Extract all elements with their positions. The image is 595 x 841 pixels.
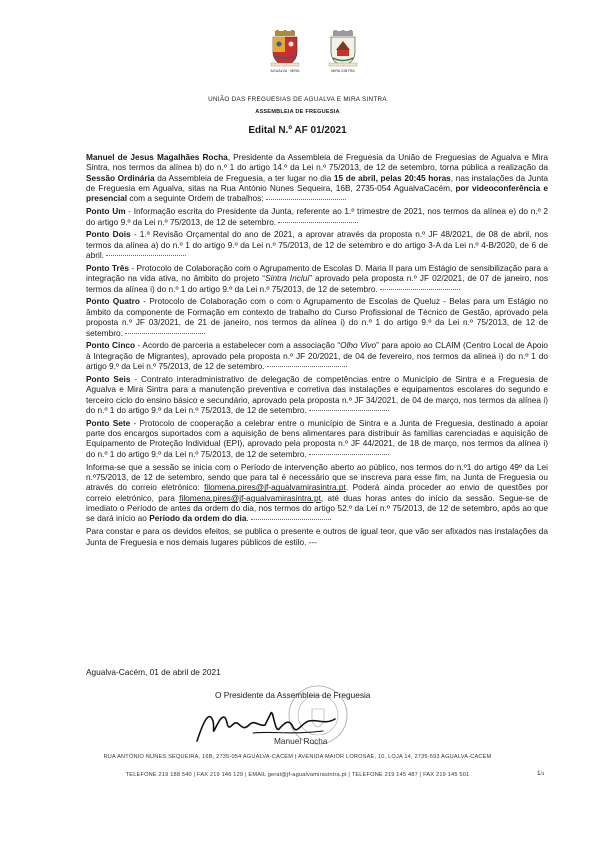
agenda-item-text-end: ” para apoio ao CLAIM (Centro Local de Apoio à Integração de Migrantes), aprovado pela proposta n.º JF 20/2021, de 04 de fevereiro, nos termos da alínea i) do n.º 1 do artigo 9.º da Lei n.º 75/2013, de 12 de setembro. [86,340,549,372]
footer-contacts: TELEFONE 219 188 540 | FAX 219 146 129 | EMAIL geral@jf-agualvamirasintra.pt | TELEFONE 219 145 487 | FAX 219 145 501 [125,772,470,778]
footer-addresses: RUA ANTÓNIO NUNES SEQUEIRA, 16B, 2735-054 AGUALVA-CACÉM | AVENIDA MAIOR LOROSAE, 10, LOJA 14, 2735-593 AGUALVA-CACÉM [103,754,492,760]
document-body [86,152,548,547]
page-total: /1 [540,771,545,776]
agualva-crest-icon [269,30,301,68]
crest-mira-sintra [326,30,360,73]
info-text-1: Informa-se que a sessão se inicia com o Período de intervenção aberto ao público, nos termos do n.º1 do artigo 49º da Lei n.º75/2013, de 12 de setembro, sendo que para tal é necessário que se inscreva para esse fim, na Junta de Freguesia ou através do correio eletrónico: [86,461,548,493]
filler-dash [309,410,389,411]
session-datetime: 15 de abril, pelas 20:45 horas [333,172,451,183]
agenda-item-1 [86,206,548,227]
agenda-item-5 [86,340,548,371]
agenda-item-2 [86,229,548,260]
signatory-title: O Presidente da Assembleia de Freguesia [215,690,371,700]
president-name: Manuel de Jesus Magalhães Rocha [86,152,228,162]
agenda-item-text: - Protocolo de cooperação a celebrar entre o município de Sintra e a Junta de Freguesia, destinado a apoiar parte dos encargos suportados com a aquisição de bens alimentares para distribuir às famílias carenciadas e aquisição de Equipamento de Proteção Individual (EPI), aprovado pela proposta n.º JF 44/2021, de 18 de março, nos termos da alínea i) do n.º 1 do artigo 9.º da Lei n.º 75/2013, de 12 de setembro. [86,417,548,459]
session-mode: por videoconferência e presencial [86,183,548,204]
agenda-item-6 [86,374,548,415]
agenda-item-label: Ponto Cinco [86,340,136,351]
crest-agualva [268,30,302,73]
filler-dash [106,255,186,256]
filler-dash [267,366,347,367]
email-link-2[interactable]: filomena.pires@jf-agualvamirasintra.pt [179,492,321,503]
intro-text-2: da Assembleia de Freguesia, a ter lugar no dia [154,172,334,183]
info-text-2: . Poderá ainda proceder ao envio de questões por correio eletrónico, para [86,482,548,503]
agenda-item-7 [86,418,548,459]
info-text-3: , até duas horas antes do início da sessão. Segue-se de imediato o Período de antes da ordem do dia, nos termos do artigo 52.º da Lei n.º 75/2013, de 12 de setembro, após ao que se dará início ao [86,492,548,524]
intro-text-1: , Presidente da Assembleia de Freguesia da União de Freguesias de Agualva e Mira Sintra, nos termos da alínea b) do n.º 1 do artigo 14.º da Lei n.º 75/2013, de 12 de setembro, torna pública a realização da [86,152,548,173]
organization-name: UNIÃO DAS FREGUESIAS DE AGUALVA E MIRA SINTRA [208,96,387,103]
filler-dash [309,454,389,455]
agenda-item-3 [86,263,548,294]
agenda-item-text: - Protocolo de Colaboração com o com o Agrupamento de Escolas de Queluz - Belas para um Estágio no âmbito da componente de Formação em contexto de trabalho do Curso Profissional de Técnico de Gestão, aprovado pela proposta n.º JF 03/2021, de 21 de janeiro, nos termos da alínea i) do n.º 1 do artigo 9.º da Lei n.º 75/2013, de 12 de setembro. [86,296,548,338]
agenda-item-text: - Acordo de parceria a estabelecer com a associação “ [135,340,341,351]
intro-paragraph [86,152,548,204]
public-intervention-info [86,462,548,524]
agenda-item-text: - Contrato interadministrativo de delegação de competências entre o Município de Sintra e a Freguesia de Agualva e Mira Sintra para a manutenção preventiva e corretiva das instalações e equipamentos escolares do segundo e terceiro ciclo do ensino básico e secundário, aprovado pela proposta n.º JF 34/2021, de 04 de março, nos termos da alínea i) do n.º 1 do artigo 9.º da Lei n.º 75/2013, de 12 de setembro. [86,373,548,415]
crest-left-label: AGUALVA · MIRA [270,69,300,73]
assembly-name: ASSEMBLEIA DE FREGUESIA [255,109,340,115]
header-crests [268,30,360,73]
filler-dash [380,289,460,290]
agenda-item-emphasis: Olho Vivo [340,340,377,351]
intro-text-3: , nas instalações da Junta de Freguesia em Agualva, sitas na Rua António Nunes Sequeira, 16B, 2735-054 AgualvaCacém, [86,172,548,194]
agenda-item-4 [86,296,548,337]
page-current: 1 [537,770,541,777]
agenda-item-label: Ponto Sete [86,417,131,428]
document-title: Edital N.º AF 01/2021 [248,125,347,136]
mira-sintra-crest-icon [327,30,359,68]
signatory-name: Manuel Rocha [274,736,328,746]
agenda-item-emphasis: Sintra Inclui [265,273,310,284]
agenda-item-text: - 1.ª Revisão Orçamental do ano de 2021, a aprovar através da proposta n.º JF 48/2021, de 08 de abril, nos termos da alínea a) do n.º 1 do artigo 9.º da Lei n.º 75/2013, de 12 de setembro e do artigo 3-A da Lei n.º 4-B/2020, de 6 de abril. [86,229,548,261]
agenda-item-label: Ponto Três [86,262,129,273]
agenda-item-label: Ponto Quatro [86,296,140,307]
agenda-item-label: Ponto Dois [86,229,131,240]
closing-paragraph: Para constar e para os devidos efeitos, se publica o presente e outros de igual teor, que vão ser afixados nas instalações da Junta de Freguesia e nos demais lugares públicos de estilo. --- [86,526,548,547]
filler-dash [251,519,331,520]
agenda-item-label: Ponto Seis [86,373,131,384]
filler-dash [125,333,205,334]
session-type: Sessão Ordinária [86,172,155,183]
agenda-item-label: Ponto Um [86,206,126,217]
dateline: Agualva-Cacém, 01 de abril de 2021 [86,667,221,677]
agenda-item-text: - Protocolo de Colaboração com o Agrupamento de Escolas D. Maria II para um Estágio de sensibilização para a integração na vida ativa, no âmbito do projeto “ [86,262,549,284]
email-link-1[interactable]: filomena.pires@jf-agualvamirasintra.pt [204,482,346,493]
agenda-item-text: - Informação escrita do Presidente da Junta, referente ao 1.º trimestre de 2021, nos termos da alínea e) do n.º 2 do artigo 9.º da Lei n.º 75/2013, de 12 de setembro. [86,206,548,227]
agenda-item-text-end: ” aprovado pela proposta n.º JF 02/2021, de 07 de janeiro, nos termos da alínea i) do n.º 1 do artigo 9.º da Lei n.º 75/2013, de 12 de setembro. [86,273,548,294]
filler-dash [278,222,358,223]
info-text-end: . [246,513,249,524]
crest-right-label: MIRA SINTRA [331,69,355,73]
page-number [537,770,544,777]
filler-dash [266,199,346,200]
agenda-period: Período da ordem do dia [149,513,247,524]
intro-text-4: com a seguinte Ordem de trabalhos: [127,193,264,204]
